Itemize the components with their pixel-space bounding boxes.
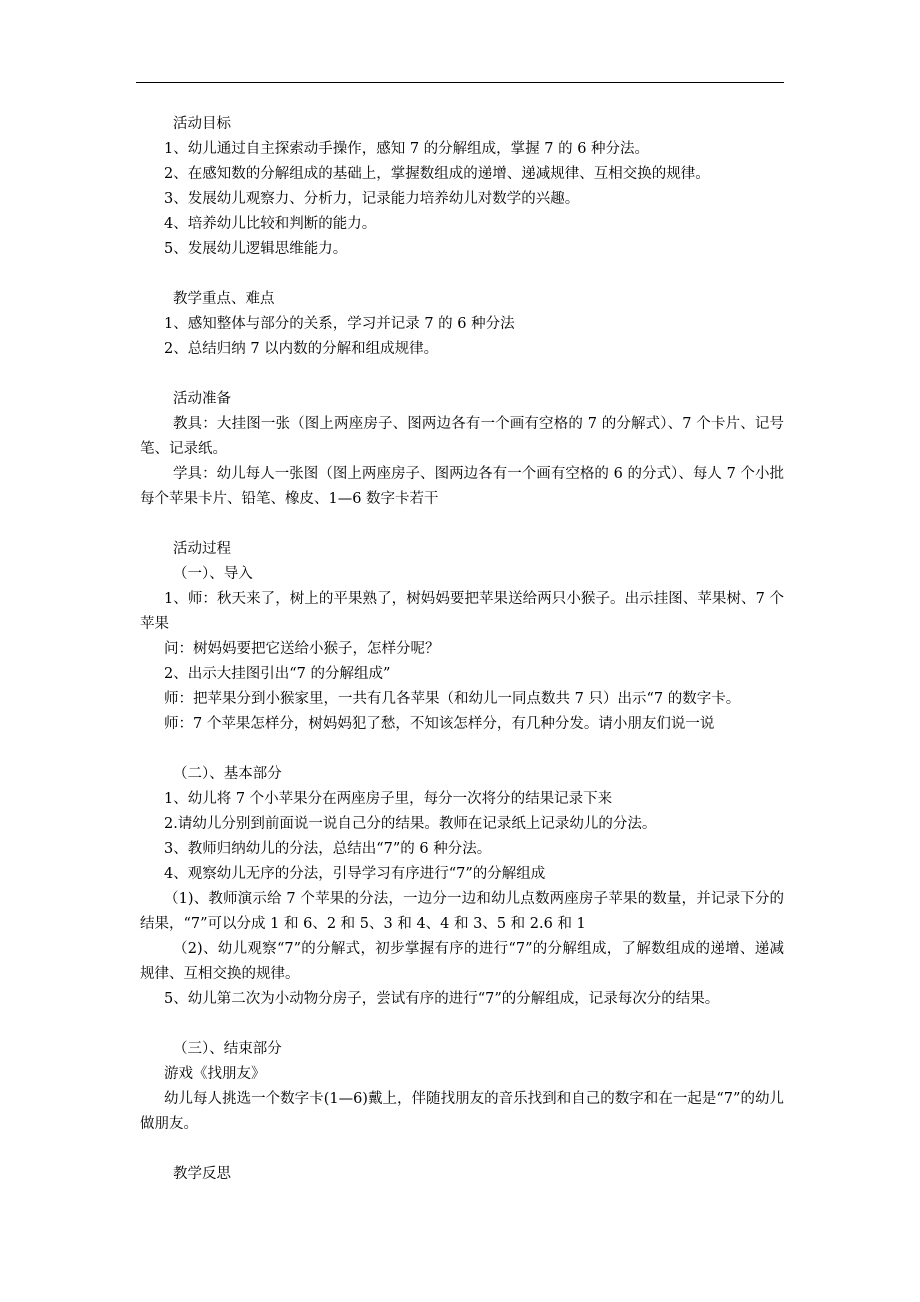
- goal-item: 3、发展幼儿观察力、分析力，记录能力培养幼儿对数学的兴趣。: [164, 191, 580, 207]
- goal-item: 5、发展幼儿逻辑思维能力。: [164, 241, 348, 257]
- section-heading-goals: 活动目标: [173, 116, 231, 132]
- section-heading-key-points: 教学重点、难点: [173, 291, 275, 307]
- goal-item: 1、幼儿通过自主探索动手操作，感知 7 的分解组成，掌握 7 的 6 种分法。: [164, 141, 650, 157]
- intro-item: 2、出示大挂图引出“7 的分解组成”: [164, 666, 391, 682]
- basic-sub-item: （1)、教师演示给 7 个苹果的分法，一边分一边和幼儿点数两座房子苹果的数量，并记录下分的结果，“7”可以分成 1 和 6、2 和 5、3 和 4、4 和 3、5 和 2.6 和 1: [140, 891, 784, 932]
- section-spacer: [140, 512, 784, 537]
- key-point-item: 2、总结归纳 7 以内数的分解和组成规律。: [164, 341, 439, 357]
- goal-item: 4、培养幼儿比较和判断的能力。: [164, 216, 377, 232]
- intro-item: 师：把苹果分到小猴家里，一共有几各苹果（和幼儿一同点数共 7 只）出示“7 的数字卡。: [164, 691, 741, 707]
- game-title: 游戏《找朋友》: [164, 1066, 266, 1082]
- goal-item: 2、在感知数的分解组成的基础上，掌握数组成的递增、递减规律、互相交换的规律。: [164, 166, 710, 182]
- section-spacer: [140, 262, 784, 287]
- section-heading-reflection: 教学反思: [173, 1166, 231, 1182]
- header-rule: [136, 82, 784, 83]
- subsection-title-basic: （二）、基本部分: [173, 766, 282, 782]
- basic-item: 5、幼儿第二次为小动物分房子，尝试有序的进行“7”的分解组成，记录每次分的结果。: [164, 991, 720, 1007]
- basic-item: 4、观察幼儿无序的分法，引导学习有序进行“7”的分解组成: [164, 866, 546, 882]
- subsection-title-intro: （一）、导入: [173, 566, 253, 582]
- section-heading-process: 活动过程: [173, 541, 231, 557]
- teacher-tools-paragraph: 教具：大挂图一张（图上两座房子、图两边各有一个画有空格的 7 的分解式）、7 个卡片、记号笔、记录纸。: [140, 416, 784, 457]
- game-description: 幼儿每人挑选一个数字卡(1—6)戴上，伴随找朋友的音乐找到和自己的数字和在一起是“7”的幼儿做朋友。: [140, 1091, 784, 1132]
- basic-item: 2.请幼儿分别到前面说一说自己分的结果。教师在记录纸上记录幼儿的分法。: [164, 816, 657, 832]
- basic-item: 1、幼儿将 7 个小苹果分在两座房子里，每分一次将分的结果记录下来: [164, 791, 613, 807]
- basic-item: 3、教师归纳幼儿的分法，总结出“7”的 6 种分法。: [164, 841, 492, 857]
- section-spacer: [140, 737, 784, 762]
- section-spacer: [140, 1137, 784, 1162]
- intro-item: 师：7 个苹果怎样分，树妈妈犯了愁，不知该怎样分，有几种分发。请小朋友们说一说: [164, 716, 715, 732]
- section-spacer: [140, 1012, 784, 1037]
- intro-item: 问：树妈妈要把它送给小猴子，怎样分呢？: [164, 641, 440, 657]
- subsection-title-ending: （三）、结束部分: [173, 1041, 282, 1057]
- section-heading-preparation: 活动准备: [173, 391, 231, 407]
- section-spacer: [140, 362, 784, 387]
- intro-item: 1、师：秋天来了，树上的平果熟了，树妈妈要把苹果送给两只小猴子。出示挂图、苹果树、7 个苹果: [140, 591, 784, 632]
- basic-sub-item: （2)、幼儿观察“7”的分解式，初步掌握有序的进行“7”的分解组成，了解数组成的递增、递减规律、互相交换的规律。: [140, 941, 784, 982]
- key-point-item: 1、感知整体与部分的关系，学习并记录 7 的 6 种分法: [164, 316, 515, 332]
- document-body: [140, 112, 784, 1187]
- student-tools-paragraph: 学具：幼儿每人一张图（图上两座房子、图两边各有一个画有空格的 6 的分式）、每人 7 个小批每个苹果卡片、铅笔、橡皮、1—6 数字卡若干: [140, 466, 784, 507]
